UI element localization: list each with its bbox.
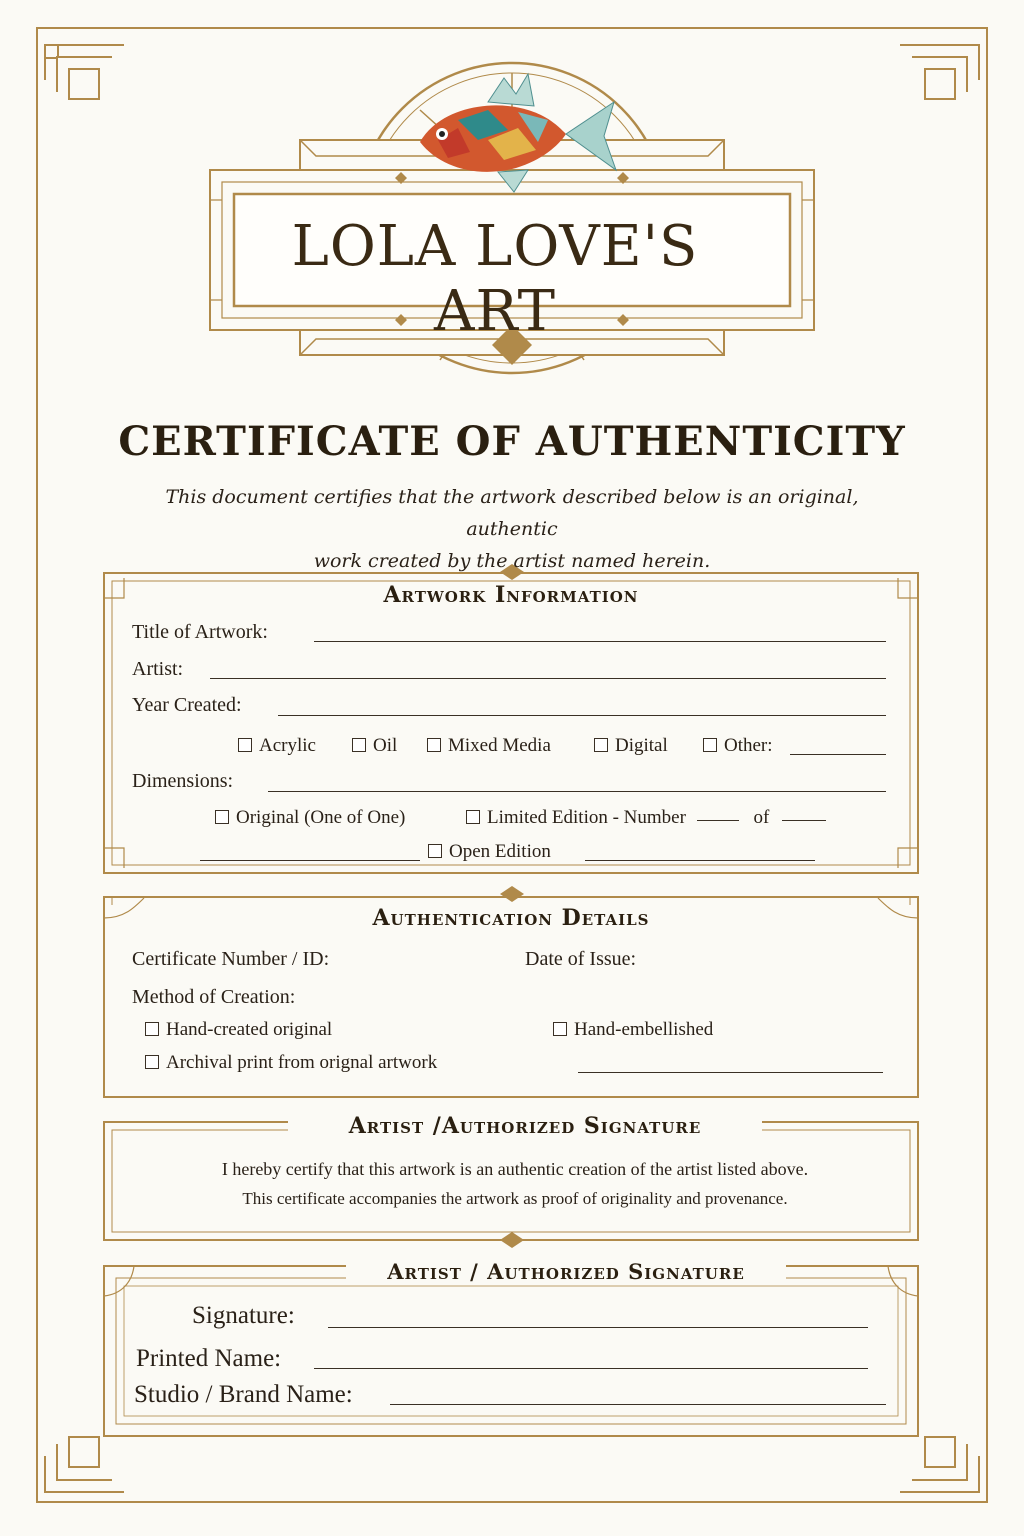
original-checkbox[interactable] [215,810,229,824]
corner-ornament-top-left [45,45,124,99]
dimensions-field[interactable] [268,791,886,792]
corner-ornament-bottom-left [45,1437,124,1492]
signature-heading: Artist / Authorized Signature [346,1259,786,1284]
intro-line-1: This document certifies that the artwork described below is an original, authentic [165,486,859,540]
medium-mixed-media-option[interactable]: Mixed Media [427,735,551,757]
oil-checkbox[interactable] [352,738,366,752]
studio-name-field[interactable] [390,1404,886,1405]
method-hand-created-option[interactable]: Hand-created original [145,1019,332,1041]
auth-section-heading: Authentication Details [322,905,700,931]
hand-created-checkbox[interactable] [145,1022,159,1036]
brand-name: LOLA LOVE'S ART [291,214,699,344]
signature-field[interactable] [328,1327,868,1328]
medium-other-option[interactable]: Other: [703,735,773,757]
limited-edition-checkbox[interactable] [466,810,480,824]
digital-checkbox[interactable] [594,738,608,752]
printed-name-label: Printed Name: [136,1345,282,1372]
other-medium-field[interactable] [790,754,886,755]
edition-open-option[interactable]: Open Edition [428,841,551,863]
intro-text [120,481,904,577]
acrylic-checkbox[interactable] [238,738,252,752]
method-hand-embellished-option[interactable]: Hand-embellished [553,1019,713,1041]
page-title: CERTIFICATE OF AUTHENTICITY [118,418,906,465]
edition-rule-left [200,860,420,861]
open-edition-checkbox[interactable] [428,844,442,858]
edition-original-option[interactable]: Original (One of One) [215,807,405,829]
title-label: Title of Artwork: [132,621,268,643]
declaration-line-2: This certificate accompanies the artwork as proof of originality and provenance. [242,1189,788,1208]
edition-number-field[interactable] [697,820,739,821]
declaration-heading: Artist /Authorized Signature [288,1113,762,1139]
method-label: Method of Creation: [132,986,296,1008]
studio-name-label: Studio / Brand Name: [134,1381,353,1408]
year-field[interactable] [278,715,886,716]
signature-label: Signature: [192,1302,295,1329]
medium-acrylic-option[interactable]: Acrylic [238,735,316,757]
declaration-line-1: I hereby certify that this artwork is an authentic creation of the artist listed above. [221,1159,809,1179]
edition-limited-option[interactable]: Limited Edition - Number of [466,807,826,829]
year-label: Year Created: [132,694,242,716]
certificate-number-label: Certificate Number / ID: [132,948,330,970]
method-other-field[interactable] [578,1072,883,1073]
mixed-media-checkbox[interactable] [427,738,441,752]
method-archival-option[interactable]: Archival print from orignal artwork [145,1052,437,1074]
artist-field[interactable] [210,678,886,679]
printed-name-field[interactable] [314,1368,868,1369]
artist-label: Artist: [132,658,184,680]
dimensions-label: Dimensions: [132,770,234,792]
medium-oil-option[interactable]: Oil [352,735,397,757]
date-of-issue-label: Date of Issue: [525,948,637,970]
intro-line-2: work created by the artist named herein. [313,550,711,572]
edition-rule-right [585,860,815,861]
edition-of-label: of [753,807,770,828]
artwork-section-heading: Artwork Information [332,582,690,608]
edition-total-field[interactable] [782,820,826,821]
title-field[interactable] [314,641,886,642]
hand-embellished-checkbox[interactable] [553,1022,567,1036]
other-checkbox[interactable] [703,738,717,752]
corner-ornament-top-right [900,45,979,99]
archival-print-checkbox[interactable] [145,1055,159,1069]
corner-ornament-bottom-right [900,1437,979,1492]
medium-digital-option[interactable]: Digital [594,735,668,757]
